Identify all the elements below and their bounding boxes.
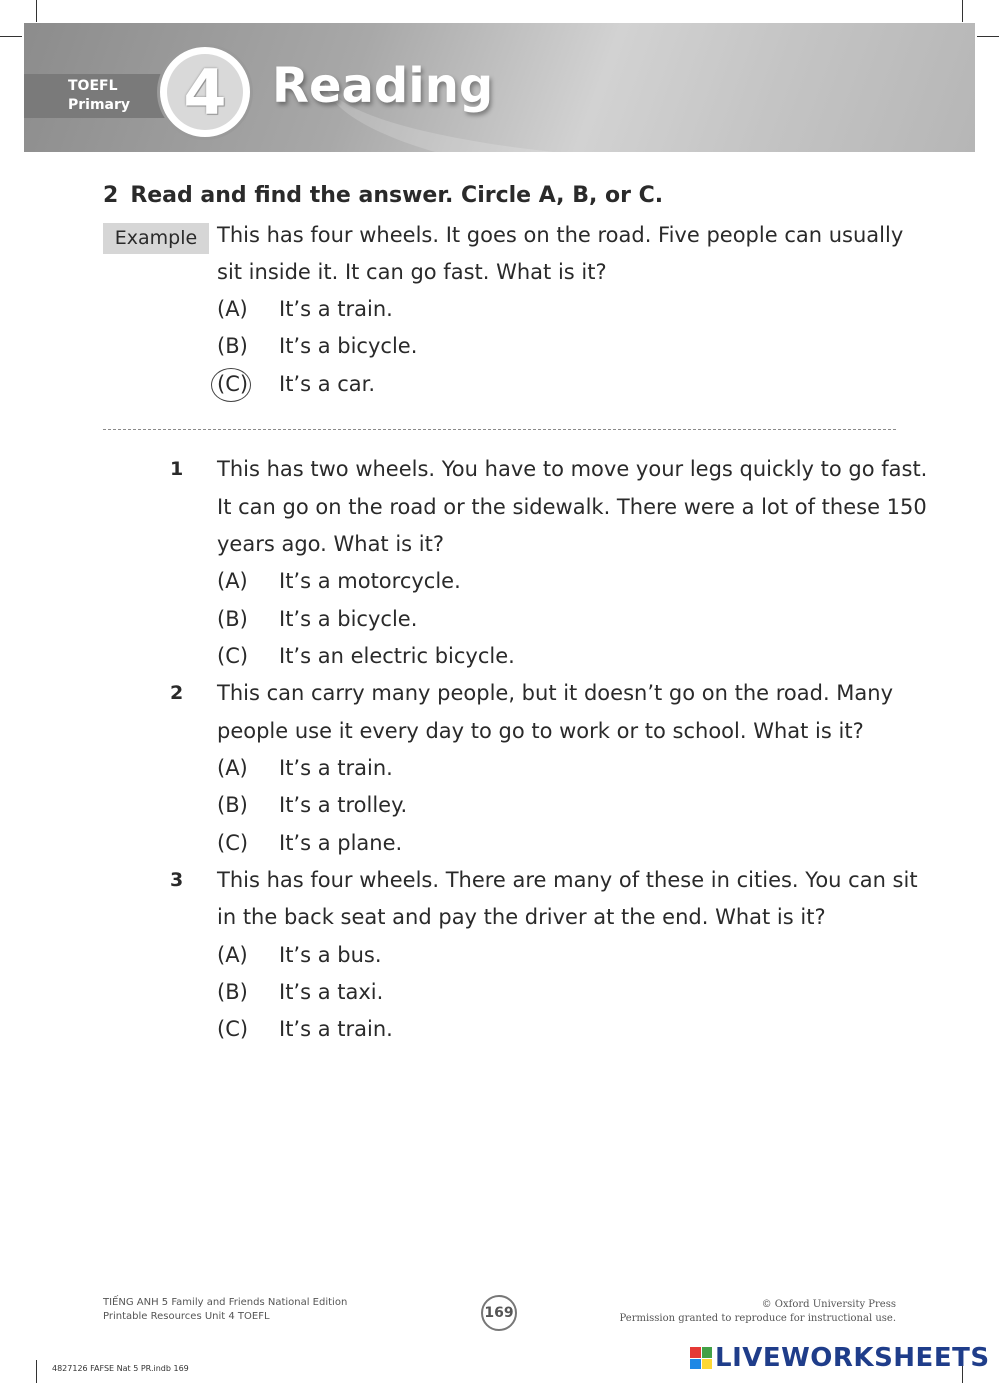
question-line: This has two wheels. You have to move your legs quickly to go fast. [217, 457, 928, 481]
crop-mark [36, 0, 37, 22]
option-letter[interactable]: (A) [217, 756, 248, 780]
option-letter[interactable]: (A) [217, 569, 248, 593]
option-text: It’s a train. [279, 1017, 393, 1041]
option-letter[interactable]: (C) [217, 644, 249, 668]
question-line: This has four wheels. There are many of these in cities. You can sit [217, 868, 918, 892]
footer-right-line2: Permission granted to reproduce for instructional use. [619, 1313, 896, 1324]
option-letter[interactable]: (B) [217, 334, 248, 358]
footer-right-line1: © Oxford University Press [761, 1299, 896, 1310]
exercise-instruction [103, 183, 663, 208]
option-letter[interactable]: (C) [217, 831, 249, 855]
option-letter[interactable]: (C) [217, 372, 249, 396]
option-text: It’s a plane. [279, 831, 403, 855]
example-line: This has four wheels. It goes on the road. Five people can usually [217, 223, 904, 247]
option-letter[interactable]: (A) [217, 297, 248, 321]
footer-credits [103, 1296, 347, 1324]
crop-mark [962, 0, 963, 22]
print-slug: 4827126 FAFSE Nat 5 PR.indb 169 [52, 1364, 189, 1373]
question-number: 2 [170, 682, 184, 704]
exercise-number: 2 [103, 183, 119, 208]
question-line: people use it every day to go to work or to school. What is it? [217, 719, 864, 743]
question-line: It can go on the road or the sidewalk. There were a lot of these 150 [217, 495, 927, 519]
example-line: sit inside it. It can go fast. What is it? [217, 260, 607, 284]
option-text: It’s a train. [279, 297, 393, 321]
crop-mark [36, 1360, 37, 1383]
unit-number: 4 [167, 54, 243, 130]
option-letter[interactable]: (B) [217, 607, 248, 631]
footer-left-line2: Printable Resources Unit 4 TOEFL [103, 1311, 270, 1322]
page-number: 169 [481, 1295, 517, 1331]
footer-copyright [620, 1298, 897, 1326]
liveworksheets-watermark[interactable] [690, 1343, 990, 1373]
question-line: years ago. What is it? [217, 532, 445, 556]
question-line: in the back seat and pay the driver at the end. What is it? [217, 905, 826, 929]
question-number: 1 [170, 458, 184, 480]
series-line1: TOEFL [68, 78, 118, 94]
page-title: Reading [272, 58, 494, 114]
footer-left-line1: TIẾNG ANH 5 Family and Friends National Edition [103, 1297, 348, 1308]
option-text: It’s a car. [279, 372, 376, 396]
option-text: It’s a taxi. [279, 980, 384, 1004]
answer-circle-mark [211, 368, 251, 402]
option-text: It’s an electric bicycle. [279, 644, 515, 668]
option-text: It’s a bicycle. [279, 334, 418, 358]
crop-mark [977, 36, 999, 37]
option-text: It’s a trolley. [279, 793, 408, 817]
watermark-text: LIVEWORKSHEETS [715, 1343, 990, 1373]
option-text: It’s a bus. [279, 943, 382, 967]
question-number: 3 [170, 869, 184, 891]
series-line2: Primary [68, 97, 131, 113]
option-letter[interactable]: (B) [217, 793, 248, 817]
option-letter[interactable]: (C) [217, 1017, 249, 1041]
option-text: It’s a train. [279, 756, 393, 780]
section-divider [103, 429, 896, 430]
example-tag: Example [103, 223, 209, 254]
option-letter[interactable]: (B) [217, 980, 248, 1004]
instruction-text: Read and find the answer. Circle A, B, or C. [130, 183, 664, 208]
crop-mark [0, 36, 22, 37]
option-text: It’s a bicycle. [279, 607, 418, 631]
liveworksheets-logo-icon [690, 1347, 712, 1369]
option-letter[interactable]: (A) [217, 943, 248, 967]
option-text: It’s a motorcycle. [279, 569, 461, 593]
series-label [68, 77, 130, 115]
question-line: This can carry many people, but it doesn’t go on the road. Many [217, 681, 894, 705]
